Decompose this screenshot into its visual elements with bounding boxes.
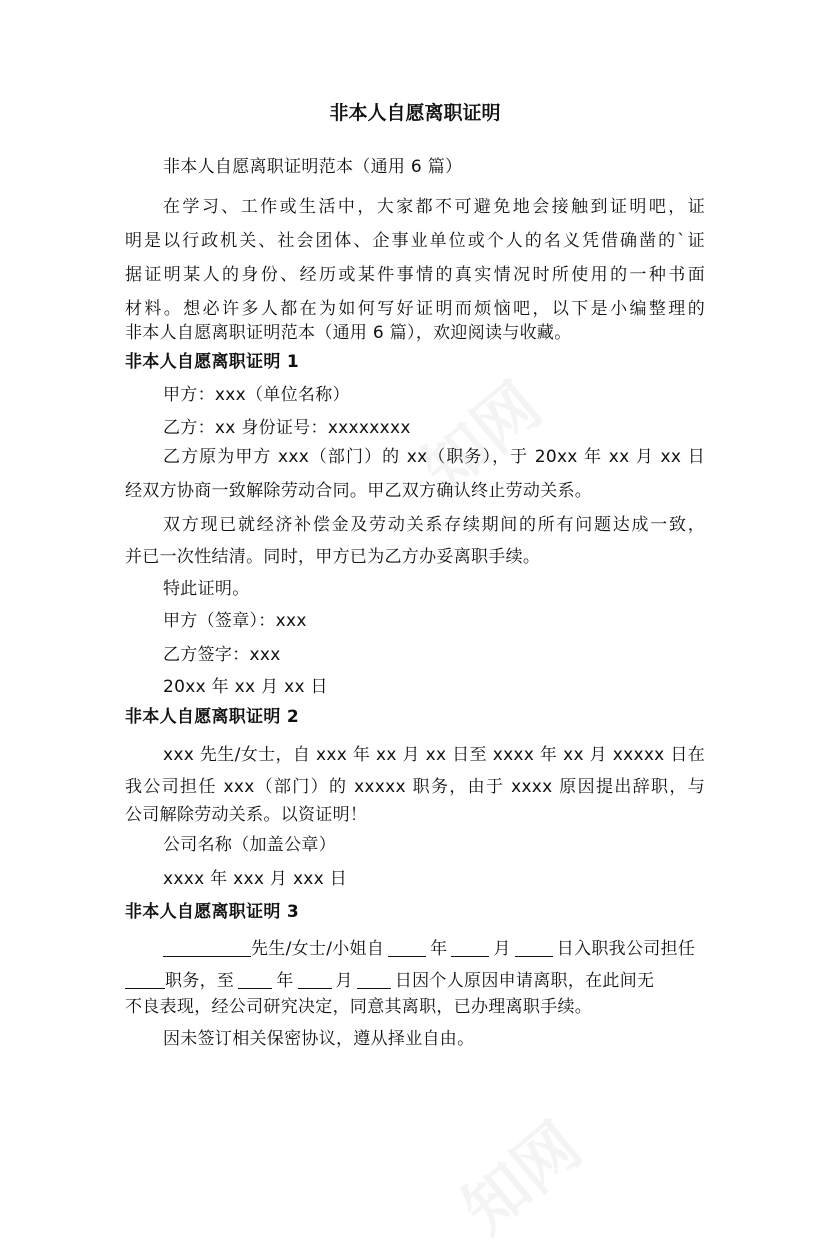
section-1-paragraph-line: 乙方原为甲方 xxx（部门）的 xx（职务），于 20xx 年 xx 月 xx 日 [163,447,705,467]
document-subtitle: 非本人自愿离职证明范本（通用 6 篇） [163,157,463,177]
section-1-paragraph-line: 双方现已就经济补偿金及劳动关系存续期间的所有问题达成一致， [163,515,705,535]
intro-line: 材料。想必许多人都在为如何写好证明而烦恼吧，以下是小编整理的 [125,299,705,319]
intro-line: 明是以行政机关、社会团体、企事业单位或个人的名义凭借确凿的`证 [125,231,705,251]
section-3-text: 年 [430,939,448,959]
section-2-heading: 非本人自愿离职证明 2 [125,707,300,727]
party-a: 甲方：xxx（单位名称） [163,385,350,405]
fill-blank [357,970,391,989]
section-3-line-1 [163,938,695,960]
closing-text: 特此证明。 [163,579,250,599]
section-3-line-3: 不良表现，经公司研究决定，同意其离职，已办理离职手续。 [125,997,593,1017]
section-1-heading: 非本人自愿离职证明 1 [125,352,300,372]
section-3-text: 月 [493,939,511,959]
section-1-paragraph-line: 并已一次性结清。同时，甲方已为乙方办妥离职手续。 [125,547,541,567]
signature-a: 甲方（签章）：xxx [163,611,307,631]
section-2-paragraph-line: 我公司担任 xxx（部门）的 xxxxx 职务，由于 xxxx 原因提出辞职，与 [125,777,705,797]
section-3-heading: 非本人自愿离职证明 3 [125,902,300,922]
section-2-paragraph-line: 公司解除劳动关系。以资证明！ [125,805,368,825]
fill-blank [125,970,165,989]
section-3-text: 职务，至 [165,971,235,991]
party-b: 乙方：xx 身份证号：xxxxxxxx [163,418,411,438]
intro-line: 据证明某人的身份、经历或某件事情的真实情况时所使用的一种书面 [125,265,705,285]
fill-blank [238,970,272,989]
intro-line: 在学习、工作或生活中，大家都不可避免地会接触到证明吧，证 [163,197,705,217]
fill-blank [388,938,426,957]
signature-b: 乙方签字：xxx [163,645,281,665]
document-title: 非本人自愿离职证明 [329,102,501,124]
fill-blank [298,970,332,989]
section-2-paragraph-line: xxx 先生/女士，自 xxx 年 xx 月 xx 日至 xxxx 年 xx 月 xxxxx 日在 [163,745,705,765]
section-3-text: 日入职我公司担任 [556,939,696,959]
section-3-text: 日因个人原因申请离职，在此间无 [394,971,655,991]
intro-line: 非本人自愿离职证明范本（通用 6 篇），欢迎阅读与收藏。 [125,323,572,343]
fill-blank [515,938,553,957]
section-1-date: 20xx 年 xx 月 xx 日 [163,677,328,697]
section-1-paragraph-line: 经双方协商一致解除劳动合同。甲乙双方确认终止劳动关系。 [125,481,593,501]
fill-blank [163,938,251,957]
section-3-text: 月 [335,971,353,991]
section-2-date: xxxx 年 xxx 月 xxx 日 [163,869,348,889]
fill-blank [451,938,489,957]
section-3-text: 先生/女士/小姐自 [251,939,385,959]
section-3-line-4: 因未签订相关保密协议，遵从择业自由。 [163,1029,475,1049]
section-3-text: 年 [276,971,294,991]
company-name: 公司名称（加盖公章） [163,835,336,855]
section-3-line-2 [125,970,654,992]
